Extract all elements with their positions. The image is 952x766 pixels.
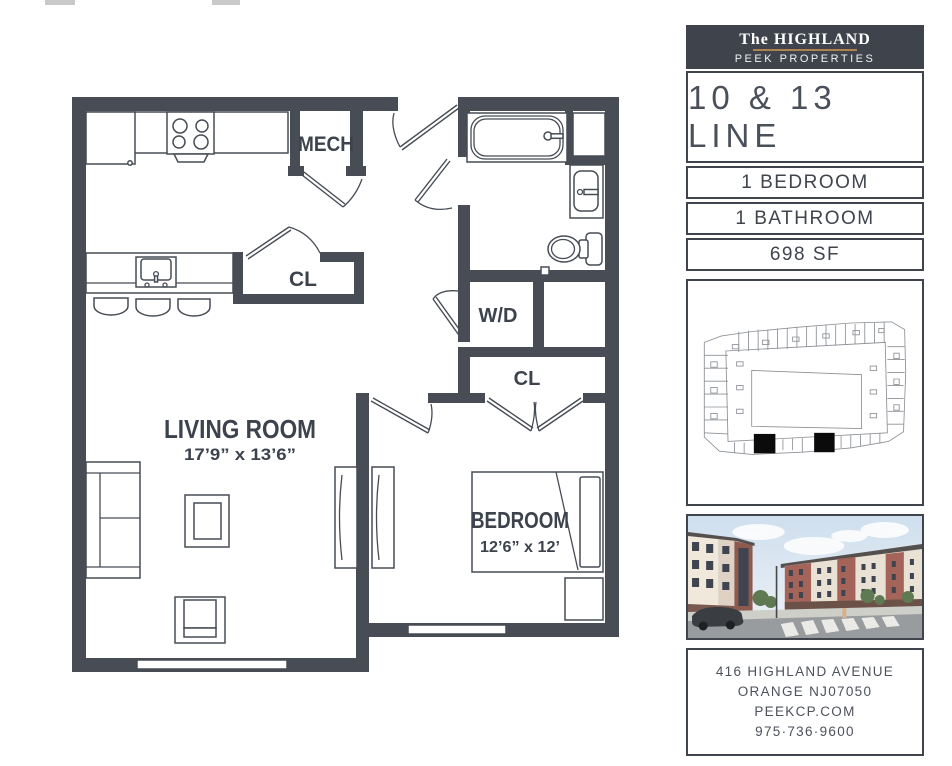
living-room	[86, 462, 394, 669]
kitchen-island	[86, 253, 233, 293]
bedroom-window	[408, 625, 506, 634]
bathroom-door	[415, 159, 452, 209]
spec-bathrooms-label: 1 BATHROOM	[735, 207, 875, 229]
washer-dryer-label: W/D	[478, 305, 518, 327]
courtyard	[752, 370, 862, 428]
spec-square-footage	[686, 238, 924, 271]
address-line-2: ORANGE NJ07050	[737, 684, 873, 699]
building-photo-box	[686, 514, 924, 640]
kitchen-closet-label: CL	[289, 268, 317, 291]
armchair	[175, 597, 225, 643]
island-sink	[136, 257, 176, 287]
living-room-label: LIVING ROOM	[164, 414, 316, 444]
media-console-living	[335, 467, 357, 568]
brand-underline	[753, 49, 857, 51]
unit-line-label: 10 & 13 LINE	[688, 79, 837, 154]
mech-door	[302, 172, 362, 207]
spec-bedrooms	[686, 166, 924, 199]
brand-the: The	[739, 31, 769, 48]
spec-bedrooms-label: 1 BEDROOM	[741, 171, 869, 193]
bathroom	[467, 113, 605, 275]
stove	[167, 112, 214, 162]
nightstand	[565, 578, 603, 620]
site-key-plan-box	[686, 279, 924, 506]
toilet	[548, 233, 602, 265]
phone-number: 975·736·9600	[755, 724, 855, 739]
address-line-1: 416 HIGHLAND AVENUE	[715, 664, 895, 679]
site-key-plan	[700, 303, 910, 483]
fridge-handle	[128, 161, 132, 165]
highlighted-unit-10	[754, 433, 776, 452]
building-photo	[688, 516, 922, 638]
entry-door	[393, 105, 459, 150]
bedroom-dimensions: 12’6” x 12’	[480, 539, 560, 556]
sofa	[86, 462, 140, 578]
fridge	[86, 112, 135, 164]
bedroom-closet-label: CL	[513, 368, 541, 390]
bathtub	[467, 113, 567, 162]
shower-niche	[573, 113, 605, 156]
vanity-sink	[570, 165, 603, 218]
highlighted-unit-13	[814, 432, 834, 451]
brand-name	[688, 32, 922, 48]
media-console-bedroom	[372, 467, 394, 568]
spec-bathrooms	[686, 202, 924, 235]
mech-label: MECH	[298, 133, 354, 156]
left-building	[688, 532, 755, 616]
contact-block	[686, 648, 924, 756]
kitchen	[86, 112, 288, 316]
spec-square-footage-label: 698 SF	[769, 243, 841, 265]
info-panel	[686, 25, 924, 756]
bedroom-label: BEDROOM	[471, 507, 569, 533]
website: PEEKCP.COM	[754, 704, 856, 719]
brand-subtitle: PEEK PROPERTIES	[734, 53, 876, 65]
brand-header	[686, 25, 924, 69]
bedroom-door	[371, 398, 432, 433]
coffee-table	[185, 495, 229, 547]
living-room-window	[137, 660, 287, 669]
kitchen-closet-door	[246, 227, 320, 259]
pedestrian	[842, 608, 846, 618]
island-stools	[94, 298, 210, 316]
unit-line-box	[686, 71, 924, 163]
door-stop	[541, 267, 549, 275]
brand-highland: HIGHLAND	[773, 31, 871, 48]
street-pole	[776, 566, 778, 618]
bedroom-closet-bifold-doors	[487, 398, 583, 431]
living-room-dimensions: 17’9” x 13’6”	[184, 445, 296, 464]
